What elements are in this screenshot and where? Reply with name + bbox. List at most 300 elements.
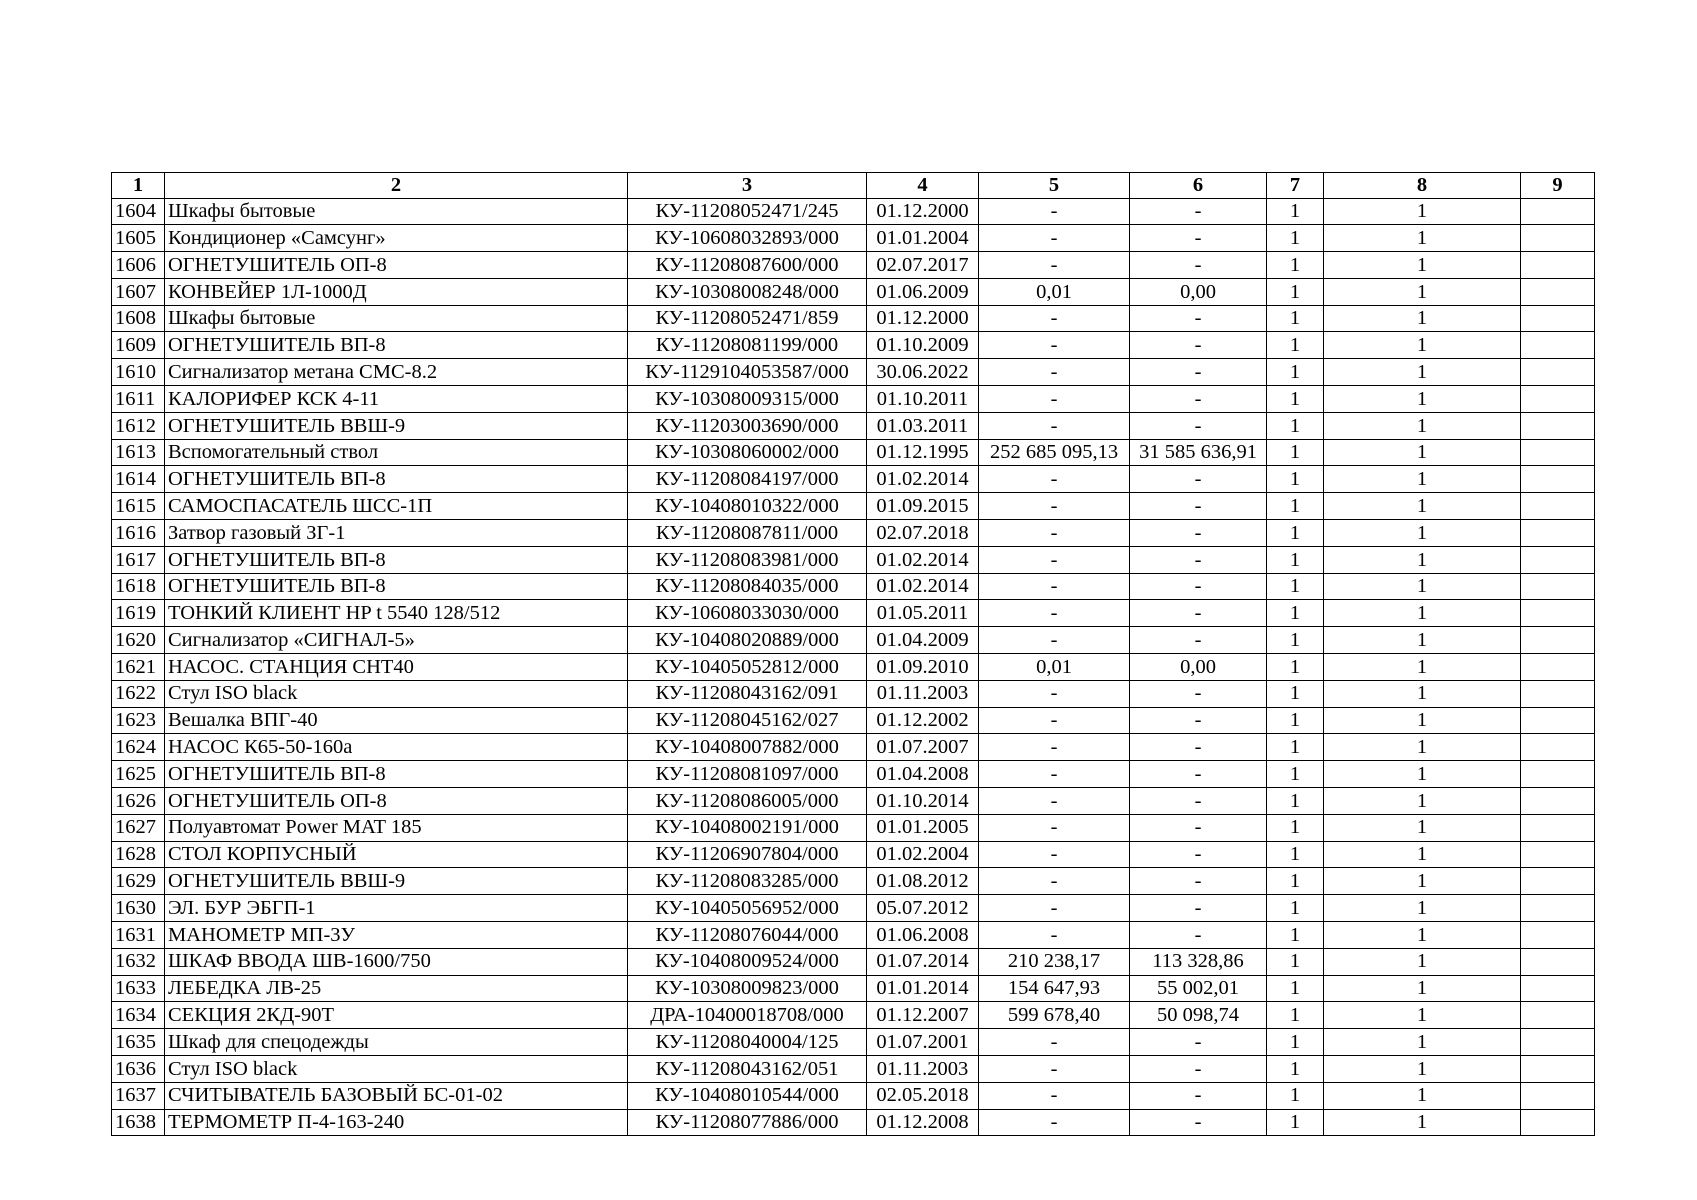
date-cell: 01.09.2015 <box>867 493 979 520</box>
header-cell: 5 <box>979 173 1130 199</box>
item-name-cell: Шкафы бытовые <box>165 305 628 332</box>
inventory-code-cell: КУ-11208052471/859 <box>628 305 867 332</box>
item-name-cell: ТОНКИЙ КЛИЕНТ HP t 5540 128/512 <box>165 600 628 627</box>
table-row <box>112 922 1595 949</box>
item-name-cell: ТЕРМОМЕТР П-4-163-240 <box>165 1109 628 1136</box>
value-col5-cell: - <box>979 1082 1130 1109</box>
value-col9-cell <box>1521 948 1595 975</box>
value-col7-cell: 1 <box>1267 439 1324 466</box>
value-col6-cell: - <box>1130 627 1267 654</box>
header-cell: 6 <box>1130 173 1267 199</box>
value-col6-cell: - <box>1130 734 1267 761</box>
value-col9-cell <box>1521 814 1595 841</box>
value-col9-cell <box>1521 734 1595 761</box>
inventory-code-cell: КУ-10308009823/000 <box>628 975 867 1002</box>
value-col9-cell <box>1521 1109 1595 1136</box>
item-name-cell: Стул ISO black <box>165 680 628 707</box>
date-cell: 01.11.2003 <box>867 680 979 707</box>
inventory-code-cell: КУ-10408002191/000 <box>628 814 867 841</box>
table-row <box>112 198 1595 225</box>
row-number-cell: 1638 <box>112 1109 165 1136</box>
row-number-cell: 1615 <box>112 493 165 520</box>
value-col9-cell <box>1521 198 1595 225</box>
item-name-cell: Кондиционер «Самсунг» <box>165 225 628 252</box>
value-col8-cell: 1 <box>1324 546 1521 573</box>
value-col7-cell: 1 <box>1267 680 1324 707</box>
value-col5-cell: - <box>979 680 1130 707</box>
value-col9-cell <box>1521 975 1595 1002</box>
value-col6-cell: 31 585 636,91 <box>1130 439 1267 466</box>
value-col5-cell: - <box>979 734 1130 761</box>
item-name-cell: ОГНЕТУШИТЕЛЬ ВП-8 <box>165 546 628 573</box>
value-col5-cell: - <box>979 868 1130 895</box>
value-col9-cell <box>1521 707 1595 734</box>
row-number-cell: 1631 <box>112 922 165 949</box>
value-col5-cell: - <box>979 305 1130 332</box>
table-row <box>112 573 1595 600</box>
inventory-code-cell: КУ-11208081097/000 <box>628 761 867 788</box>
header-cell: 7 <box>1267 173 1324 199</box>
value-col5-cell: 210 238,17 <box>979 948 1130 975</box>
table-row <box>112 386 1595 413</box>
value-col8-cell: 1 <box>1324 922 1521 949</box>
row-number-cell: 1612 <box>112 412 165 439</box>
value-col5-cell: - <box>979 707 1130 734</box>
value-col9-cell <box>1521 680 1595 707</box>
value-col9-cell <box>1521 841 1595 868</box>
item-name-cell: Вспомогательный ствол <box>165 439 628 466</box>
value-col8-cell: 1 <box>1324 573 1521 600</box>
value-col8-cell: 1 <box>1324 627 1521 654</box>
item-name-cell: ОГНЕТУШИТЕЛЬ ВП-8 <box>165 573 628 600</box>
inventory-code-cell: КУ-10405052812/000 <box>628 654 867 681</box>
item-name-cell: МАНОМЕТР МП-3У <box>165 922 628 949</box>
value-col8-cell: 1 <box>1324 814 1521 841</box>
inventory-code-cell: КУ-11208087600/000 <box>628 252 867 279</box>
table-row <box>112 252 1595 279</box>
row-number-cell: 1633 <box>112 975 165 1002</box>
table-row <box>112 225 1595 252</box>
value-col9-cell <box>1521 895 1595 922</box>
value-col7-cell: 1 <box>1267 546 1324 573</box>
item-name-cell: Шкафы бытовые <box>165 198 628 225</box>
value-col5-cell: - <box>979 1056 1130 1083</box>
row-number-cell: 1621 <box>112 654 165 681</box>
date-cell: 01.11.2003 <box>867 1056 979 1083</box>
value-col7-cell: 1 <box>1267 868 1324 895</box>
value-col7-cell: 1 <box>1267 520 1324 547</box>
inventory-code-cell: КУ-11208076044/000 <box>628 922 867 949</box>
value-col9-cell <box>1521 788 1595 815</box>
value-col6-cell: 55 002,01 <box>1130 975 1267 1002</box>
row-number-cell: 1617 <box>112 546 165 573</box>
table-row <box>112 868 1595 895</box>
inventory-code-cell: КУ-11208087811/000 <box>628 520 867 547</box>
inventory-code-cell: КУ-11208077886/000 <box>628 1109 867 1136</box>
row-number-cell: 1632 <box>112 948 165 975</box>
inventory-code-cell: КУ-10608033030/000 <box>628 600 867 627</box>
date-cell: 01.06.2008 <box>867 922 979 949</box>
row-number-cell: 1635 <box>112 1029 165 1056</box>
value-col8-cell: 1 <box>1324 412 1521 439</box>
date-cell: 02.07.2018 <box>867 520 979 547</box>
date-cell: 02.05.2018 <box>867 1082 979 1109</box>
value-col8-cell: 1 <box>1324 1109 1521 1136</box>
value-col8-cell: 1 <box>1324 948 1521 975</box>
table-row <box>112 1002 1595 1029</box>
row-number-cell: 1608 <box>112 305 165 332</box>
value-col8-cell: 1 <box>1324 895 1521 922</box>
value-col9-cell <box>1521 332 1595 359</box>
date-cell: 01.01.2004 <box>867 225 979 252</box>
value-col5-cell: - <box>979 600 1130 627</box>
value-col5-cell: - <box>979 466 1130 493</box>
value-col8-cell: 1 <box>1324 332 1521 359</box>
inventory-code-cell: КУ-10408009524/000 <box>628 948 867 975</box>
value-col6-cell: - <box>1130 573 1267 600</box>
value-col5-cell: - <box>979 412 1130 439</box>
value-col5-cell: - <box>979 627 1130 654</box>
value-col6-cell: 50 098,74 <box>1130 1002 1267 1029</box>
value-col7-cell: 1 <box>1267 600 1324 627</box>
value-col7-cell: 1 <box>1267 707 1324 734</box>
value-col8-cell: 1 <box>1324 707 1521 734</box>
value-col7-cell: 1 <box>1267 466 1324 493</box>
value-col8-cell: 1 <box>1324 466 1521 493</box>
value-col7-cell: 1 <box>1267 975 1324 1002</box>
value-col7-cell: 1 <box>1267 761 1324 788</box>
value-col5-cell: 599 678,40 <box>979 1002 1130 1029</box>
value-col6-cell: - <box>1130 252 1267 279</box>
table-row <box>112 654 1595 681</box>
value-col5-cell: - <box>979 493 1130 520</box>
table-row <box>112 493 1595 520</box>
value-col7-cell: 1 <box>1267 1056 1324 1083</box>
value-col9-cell <box>1521 520 1595 547</box>
value-col8-cell: 1 <box>1324 975 1521 1002</box>
value-col8-cell: 1 <box>1324 225 1521 252</box>
item-name-cell: Сигнализатор «СИГНАЛ-5» <box>165 627 628 654</box>
header-cell: 4 <box>867 173 979 199</box>
table-row <box>112 1109 1595 1136</box>
value-col8-cell: 1 <box>1324 198 1521 225</box>
value-col6-cell: - <box>1130 546 1267 573</box>
row-number-cell: 1636 <box>112 1056 165 1083</box>
date-cell: 01.02.2014 <box>867 466 979 493</box>
date-cell: 01.06.2009 <box>867 278 979 305</box>
value-col8-cell: 1 <box>1324 439 1521 466</box>
inventory-code-cell: КУ-11208084197/000 <box>628 466 867 493</box>
value-col6-cell: - <box>1130 412 1267 439</box>
value-col5-cell: - <box>979 788 1130 815</box>
value-col8-cell: 1 <box>1324 734 1521 761</box>
row-number-cell: 1629 <box>112 868 165 895</box>
date-cell: 01.12.2000 <box>867 305 979 332</box>
row-number-cell: 1613 <box>112 439 165 466</box>
value-col6-cell: - <box>1130 761 1267 788</box>
table-row <box>112 278 1595 305</box>
value-col5-cell: 154 647,93 <box>979 975 1130 1002</box>
row-number-cell: 1609 <box>112 332 165 359</box>
value-col7-cell: 1 <box>1267 225 1324 252</box>
date-cell: 01.02.2014 <box>867 546 979 573</box>
inventory-table <box>111 172 1595 1136</box>
value-col6-cell: - <box>1130 332 1267 359</box>
row-number-cell: 1619 <box>112 600 165 627</box>
date-cell: 01.02.2004 <box>867 841 979 868</box>
inventory-code-cell: КУ-10608032893/000 <box>628 225 867 252</box>
table-row <box>112 412 1595 439</box>
value-col8-cell: 1 <box>1324 788 1521 815</box>
value-col8-cell: 1 <box>1324 841 1521 868</box>
date-cell: 01.12.2000 <box>867 198 979 225</box>
value-col9-cell <box>1521 278 1595 305</box>
value-col6-cell: - <box>1130 305 1267 332</box>
value-col7-cell: 1 <box>1267 493 1324 520</box>
value-col7-cell: 1 <box>1267 654 1324 681</box>
value-col8-cell: 1 <box>1324 1082 1521 1109</box>
value-col9-cell <box>1521 761 1595 788</box>
table-row <box>112 627 1595 654</box>
row-number-cell: 1622 <box>112 680 165 707</box>
value-col8-cell: 1 <box>1324 1056 1521 1083</box>
inventory-code-cell: КУ-11203003690/000 <box>628 412 867 439</box>
value-col5-cell: - <box>979 386 1130 413</box>
value-col9-cell <box>1521 439 1595 466</box>
table-row <box>112 1082 1595 1109</box>
inventory-code-cell: КУ-11208084035/000 <box>628 573 867 600</box>
header-cell: 3 <box>628 173 867 199</box>
item-name-cell: Сигнализатор метана СМС-8.2 <box>165 359 628 386</box>
value-col6-cell: - <box>1130 493 1267 520</box>
value-col6-cell: - <box>1130 841 1267 868</box>
inventory-code-cell: КУ-10408010322/000 <box>628 493 867 520</box>
date-cell: 01.12.1995 <box>867 439 979 466</box>
value-col6-cell: - <box>1130 868 1267 895</box>
value-col7-cell: 1 <box>1267 895 1324 922</box>
inventory-code-cell: КУ-11208052471/245 <box>628 198 867 225</box>
value-col9-cell <box>1521 305 1595 332</box>
value-col5-cell: 0,01 <box>979 654 1130 681</box>
value-col8-cell: 1 <box>1324 252 1521 279</box>
value-col7-cell: 1 <box>1267 359 1324 386</box>
value-col7-cell: 1 <box>1267 1082 1324 1109</box>
item-name-cell: ЛЕБЕДКА ЛВ-25 <box>165 975 628 1002</box>
value-col8-cell: 1 <box>1324 600 1521 627</box>
value-col6-cell: - <box>1130 198 1267 225</box>
date-cell: 01.10.2014 <box>867 788 979 815</box>
value-col7-cell: 1 <box>1267 278 1324 305</box>
item-name-cell: НАСОС. СТАНЦИЯ СНТ40 <box>165 654 628 681</box>
row-number-cell: 1610 <box>112 359 165 386</box>
table-row <box>112 466 1595 493</box>
value-col6-cell: - <box>1130 895 1267 922</box>
value-col7-cell: 1 <box>1267 922 1324 949</box>
item-name-cell: ОГНЕТУШИТЕЛЬ ВП-8 <box>165 466 628 493</box>
header-cell: 1 <box>112 173 165 199</box>
row-number-cell: 1627 <box>112 814 165 841</box>
value-col8-cell: 1 <box>1324 1002 1521 1029</box>
row-number-cell: 1624 <box>112 734 165 761</box>
item-name-cell: Шкаф для спецодежды <box>165 1029 628 1056</box>
item-name-cell: Затвор газовый ЗГ-1 <box>165 520 628 547</box>
item-name-cell: СЧИТЫВАТЕЛЬ БАЗОВЫЙ БС-01-02 <box>165 1082 628 1109</box>
inventory-code-cell: КУ-11208083981/000 <box>628 546 867 573</box>
row-number-cell: 1637 <box>112 1082 165 1109</box>
value-col8-cell: 1 <box>1324 868 1521 895</box>
value-col7-cell: 1 <box>1267 788 1324 815</box>
item-name-cell: ЭЛ. БУР ЭБГП-1 <box>165 895 628 922</box>
value-col9-cell <box>1521 1002 1595 1029</box>
value-col7-cell: 1 <box>1267 1029 1324 1056</box>
value-col9-cell <box>1521 922 1595 949</box>
table-row <box>112 520 1595 547</box>
inventory-code-cell: КУ-11208083285/000 <box>628 868 867 895</box>
row-number-cell: 1634 <box>112 1002 165 1029</box>
date-cell: 01.03.2011 <box>867 412 979 439</box>
table-row <box>112 761 1595 788</box>
value-col5-cell: - <box>979 198 1130 225</box>
value-col9-cell <box>1521 386 1595 413</box>
value-col5-cell: - <box>979 761 1130 788</box>
value-col5-cell: - <box>979 814 1130 841</box>
table-row <box>112 1029 1595 1056</box>
date-cell: 01.10.2009 <box>867 332 979 359</box>
header-cell: 9 <box>1521 173 1595 199</box>
inventory-code-cell: КУ-10408010544/000 <box>628 1082 867 1109</box>
row-number-cell: 1618 <box>112 573 165 600</box>
value-col6-cell: - <box>1130 788 1267 815</box>
item-name-cell: Стул ISO black <box>165 1056 628 1083</box>
value-col6-cell: - <box>1130 814 1267 841</box>
value-col9-cell <box>1521 627 1595 654</box>
value-col5-cell: - <box>979 520 1130 547</box>
value-col8-cell: 1 <box>1324 761 1521 788</box>
value-col5-cell: - <box>979 1029 1130 1056</box>
item-name-cell: ОГНЕТУШИТЕЛЬ ОП-8 <box>165 252 628 279</box>
value-col8-cell: 1 <box>1324 680 1521 707</box>
date-cell: 01.04.2009 <box>867 627 979 654</box>
inventory-code-cell: КУ-10308009315/000 <box>628 386 867 413</box>
inventory-code-cell: КУ-10308008248/000 <box>628 278 867 305</box>
value-col6-cell: 113 328,86 <box>1130 948 1267 975</box>
table-row <box>112 305 1595 332</box>
table-body <box>112 198 1595 1136</box>
inventory-code-cell: КУ-11208043162/051 <box>628 1056 867 1083</box>
value-col8-cell: 1 <box>1324 520 1521 547</box>
value-col7-cell: 1 <box>1267 198 1324 225</box>
header-cell: 2 <box>165 173 628 199</box>
value-col7-cell: 1 <box>1267 841 1324 868</box>
date-cell: 01.08.2012 <box>867 868 979 895</box>
row-number-cell: 1607 <box>112 278 165 305</box>
row-number-cell: 1614 <box>112 466 165 493</box>
date-cell: 01.07.2014 <box>867 948 979 975</box>
value-col7-cell: 1 <box>1267 386 1324 413</box>
item-name-cell: ОГНЕТУШИТЕЛЬ ВВШ-9 <box>165 868 628 895</box>
value-col5-cell: 252 685 095,13 <box>979 439 1130 466</box>
value-col5-cell: - <box>979 573 1130 600</box>
value-col6-cell: - <box>1130 466 1267 493</box>
value-col6-cell: - <box>1130 386 1267 413</box>
date-cell: 01.02.2014 <box>867 573 979 600</box>
value-col5-cell: - <box>979 332 1130 359</box>
inventory-code-cell: КУ-10408020889/000 <box>628 627 867 654</box>
value-col6-cell: 0,00 <box>1130 654 1267 681</box>
value-col6-cell: - <box>1130 359 1267 386</box>
date-cell: 01.12.2008 <box>867 1109 979 1136</box>
date-cell: 01.01.2014 <box>867 975 979 1002</box>
inventory-code-cell: КУ-11208086005/000 <box>628 788 867 815</box>
value-col6-cell: - <box>1130 922 1267 949</box>
row-number-cell: 1628 <box>112 841 165 868</box>
date-cell: 01.10.2011 <box>867 386 979 413</box>
value-col9-cell <box>1521 573 1595 600</box>
item-name-cell: ОГНЕТУШИТЕЛЬ ВП-8 <box>165 332 628 359</box>
value-col8-cell: 1 <box>1324 305 1521 332</box>
header-cell: 8 <box>1324 173 1521 199</box>
table-row <box>112 788 1595 815</box>
item-name-cell: КОНВЕЙЕР 1Л-1000Д <box>165 278 628 305</box>
row-number-cell: 1626 <box>112 788 165 815</box>
value-col6-cell: - <box>1130 225 1267 252</box>
value-col5-cell: - <box>979 546 1130 573</box>
date-cell: 05.07.2012 <box>867 895 979 922</box>
item-name-cell: ОГНЕТУШИТЕЛЬ ОП-8 <box>165 788 628 815</box>
item-name-cell: ОГНЕТУШИТЕЛЬ ВП-8 <box>165 761 628 788</box>
value-col6-cell: - <box>1130 1029 1267 1056</box>
inventory-code-cell: КУ-10308060002/000 <box>628 439 867 466</box>
date-cell: 01.04.2008 <box>867 761 979 788</box>
item-name-cell: КАЛОРИФЕР КСК 4-11 <box>165 386 628 413</box>
value-col9-cell <box>1521 466 1595 493</box>
row-number-cell: 1623 <box>112 707 165 734</box>
item-name-cell: САМОСПАСАТЕЛЬ ШСС-1П <box>165 493 628 520</box>
row-number-cell: 1611 <box>112 386 165 413</box>
inventory-code-cell: ДРА-10400018708/000 <box>628 1002 867 1029</box>
value-col6-cell: 0,00 <box>1130 278 1267 305</box>
item-name-cell: СТОЛ КОРПУСНЫЙ <box>165 841 628 868</box>
value-col8-cell: 1 <box>1324 493 1521 520</box>
inventory-code-cell: КУ-10408007882/000 <box>628 734 867 761</box>
table-row <box>112 841 1595 868</box>
value-col9-cell <box>1521 1082 1595 1109</box>
date-cell: 01.07.2001 <box>867 1029 979 1056</box>
inventory-code-cell: КУ-11208043162/091 <box>628 680 867 707</box>
value-col7-cell: 1 <box>1267 627 1324 654</box>
row-number-cell: 1620 <box>112 627 165 654</box>
date-cell: 01.05.2011 <box>867 600 979 627</box>
table-row <box>112 734 1595 761</box>
table-row <box>112 975 1595 1002</box>
value-col5-cell: - <box>979 1109 1130 1136</box>
value-col9-cell <box>1521 600 1595 627</box>
value-col9-cell <box>1521 359 1595 386</box>
row-number-cell: 1606 <box>112 252 165 279</box>
table-row <box>112 359 1595 386</box>
table-row <box>112 439 1595 466</box>
date-cell: 01.09.2010 <box>867 654 979 681</box>
inventory-code-cell: КУ-10405056952/000 <box>628 895 867 922</box>
value-col9-cell <box>1521 1029 1595 1056</box>
value-col5-cell: - <box>979 841 1130 868</box>
table-row <box>112 546 1595 573</box>
table-row <box>112 707 1595 734</box>
item-name-cell: Вешалка ВПГ-40 <box>165 707 628 734</box>
value-col9-cell <box>1521 493 1595 520</box>
inventory-code-cell: КУ-11206907804/000 <box>628 841 867 868</box>
item-name-cell: ОГНЕТУШИТЕЛЬ ВВШ-9 <box>165 412 628 439</box>
